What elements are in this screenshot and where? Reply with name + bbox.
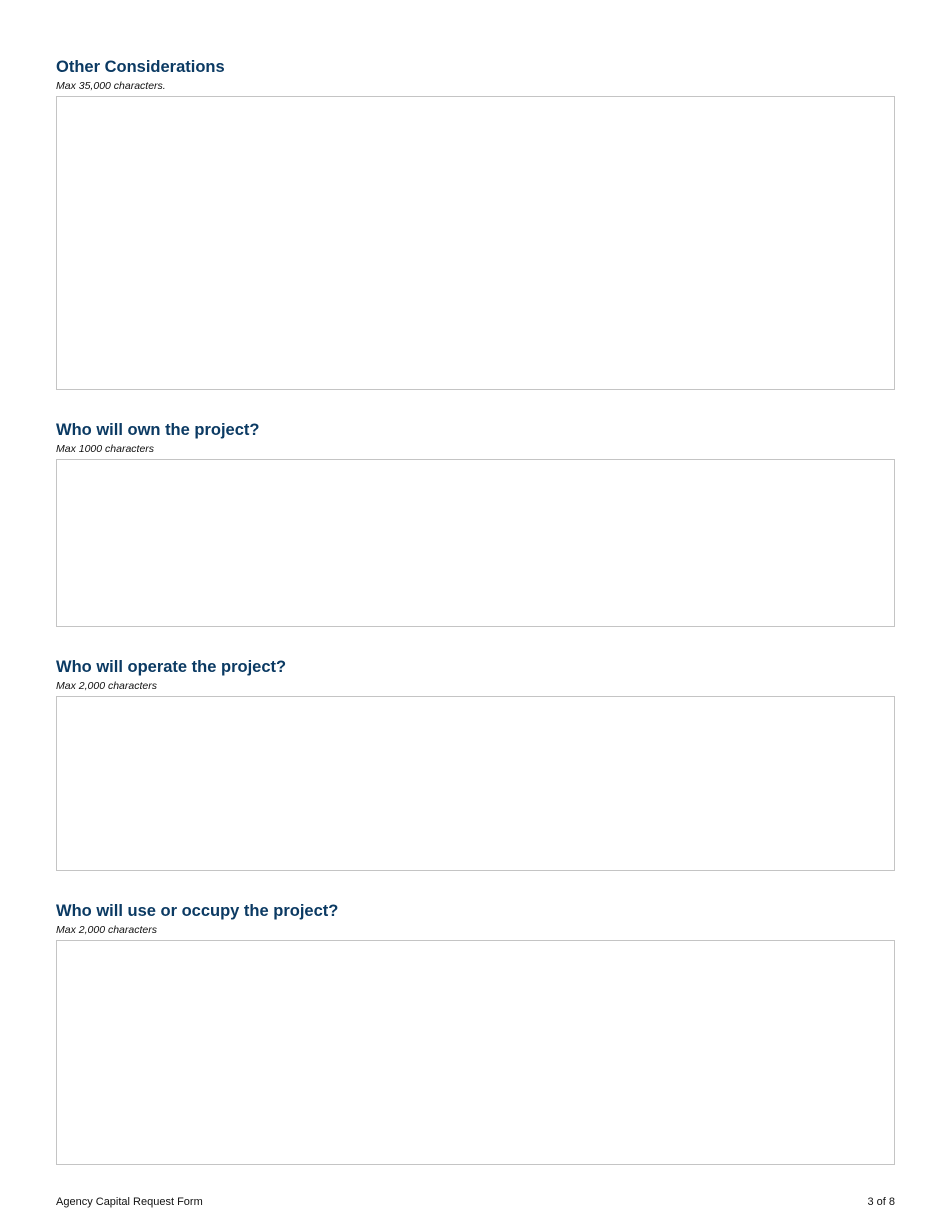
character-limit-hint: Max 1000 characters [56,443,155,455]
project-owner-input[interactable] [56,459,895,627]
section-project-owner [56,420,895,627]
other-considerations-input[interactable] [56,96,895,390]
section-title: Other Considerations [56,58,225,76]
character-limit-hint: Max 2,000 characters [56,924,157,936]
character-limit-hint: Max 35,000 characters. [56,80,166,92]
section-other-considerations [56,57,895,390]
section-project-operator [56,657,895,871]
character-limit-hint: Max 2,000 characters [56,680,157,692]
section-title: Who will own the project? [56,421,260,439]
section-project-occupant [56,901,895,1165]
section-title: Who will operate the project? [56,658,287,676]
footer-form-name: Agency Capital Request Form [56,1196,203,1208]
footer-page-indicator: 3 of 8 [867,1196,895,1208]
project-operator-input[interactable] [56,696,895,871]
project-occupant-input[interactable] [56,940,895,1165]
section-title: Who will use or occupy the project? [56,902,339,920]
